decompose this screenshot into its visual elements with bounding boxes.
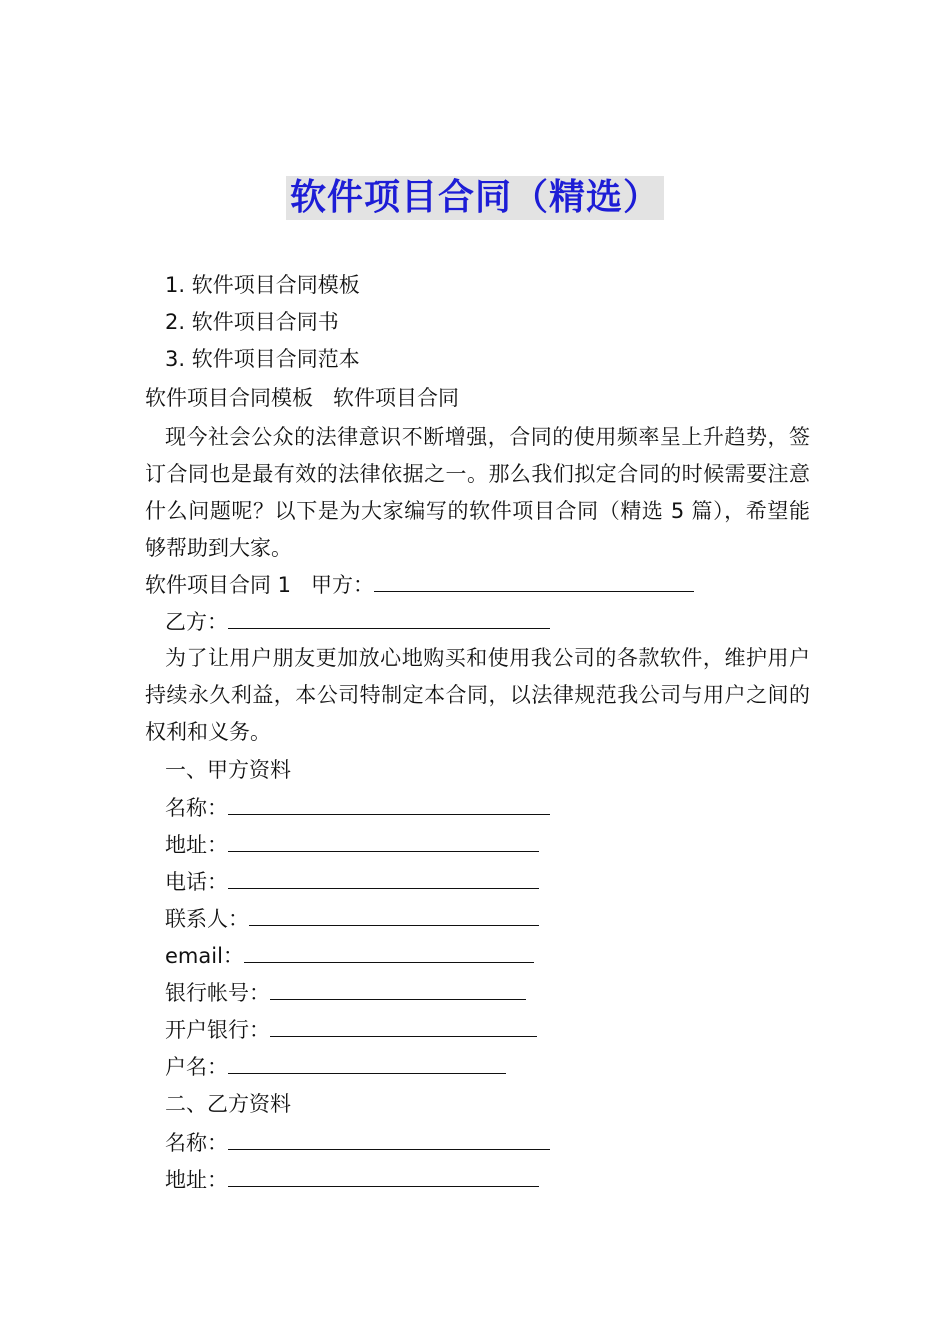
party-a-phone-label: 电话： bbox=[165, 870, 228, 894]
party-a-address-label: 地址： bbox=[165, 833, 228, 857]
toc-item-2: 2. 软件项目合同书 bbox=[165, 310, 339, 334]
section-heading-b: 软件项目合同 bbox=[333, 386, 459, 410]
toc-item-3: 3. 软件项目合同范本 bbox=[165, 347, 360, 371]
party-b-address-blank[interactable] bbox=[228, 1164, 539, 1187]
party-b-line bbox=[165, 606, 550, 636]
party-a-contact-label: 联系人： bbox=[165, 907, 249, 931]
contract1-label: 软件项目合同 1 bbox=[145, 573, 292, 597]
document-title: 软件项目合同（精选） bbox=[286, 176, 664, 220]
party-a-bank-account-label: 银行帐号： bbox=[165, 981, 270, 1005]
contract1-party-a-line bbox=[145, 569, 694, 599]
party-a-bank-account-blank[interactable] bbox=[270, 977, 526, 1000]
party-b-name-label: 名称： bbox=[165, 1131, 228, 1155]
party-a-name-line bbox=[165, 792, 550, 822]
party-a-bank-label: 开户银行： bbox=[165, 1018, 270, 1042]
party-a-address-line bbox=[165, 829, 539, 859]
party-b-address-line bbox=[165, 1164, 539, 1194]
party-a-phone-line bbox=[165, 866, 539, 896]
party-a-account-name-line bbox=[165, 1051, 506, 1081]
party-b-address-label: 地址： bbox=[165, 1168, 228, 1192]
party-a-contact-blank[interactable] bbox=[249, 903, 539, 926]
party-a-phone-blank[interactable] bbox=[228, 866, 539, 889]
party-a-label: 甲方： bbox=[311, 573, 375, 597]
party-a-email-label: email： bbox=[165, 944, 244, 968]
party-a-bank-blank[interactable] bbox=[270, 1014, 537, 1037]
section-heading bbox=[145, 384, 459, 412]
party-a-contact-line bbox=[165, 903, 539, 933]
toc-item-1: 1. 软件项目合同模板 bbox=[165, 273, 360, 297]
party-a-address-blank[interactable] bbox=[228, 829, 539, 852]
purpose-paragraph: 为了让用户朋友更加放心地购买和使用我公司的各款软件，维护用户持续永久利益，本公司特制定本合同，以法律规范我公司与用户之间的权利和义务。 bbox=[145, 646, 810, 744]
party-a-email-line bbox=[165, 940, 534, 970]
party-b-name-line bbox=[165, 1127, 550, 1157]
party-a-blank[interactable] bbox=[374, 569, 694, 592]
party-b-name-blank[interactable] bbox=[228, 1127, 550, 1150]
party-a-account-name-label: 户名： bbox=[165, 1055, 228, 1079]
party-b-info-heading: 二、乙方资料 bbox=[165, 1092, 291, 1116]
party-a-bank-line bbox=[165, 1014, 537, 1044]
title-container bbox=[0, 176, 950, 220]
party-a-bank-account-line bbox=[165, 977, 526, 1007]
party-b-label: 乙方： bbox=[165, 610, 228, 634]
party-a-info-heading: 一、甲方资料 bbox=[165, 758, 291, 782]
section-heading-a: 软件项目合同模板 bbox=[145, 386, 313, 410]
party-a-email-blank[interactable] bbox=[244, 940, 534, 963]
intro-paragraph: 现今社会公众的法律意识不断增强，合同的使用频率呈上升趋势，签订合同也是最有效的法律依据之一。那么我们拟定合同的时候需要注意什么问题呢？以下是为大家编写的软件项目合同（精选 5 篇），希望能够帮助到大家。 bbox=[145, 425, 810, 560]
party-b-blank[interactable] bbox=[228, 606, 550, 629]
party-a-account-name-blank[interactable] bbox=[228, 1051, 506, 1074]
party-a-name-label: 名称： bbox=[165, 796, 228, 820]
party-a-name-blank[interactable] bbox=[228, 792, 550, 815]
